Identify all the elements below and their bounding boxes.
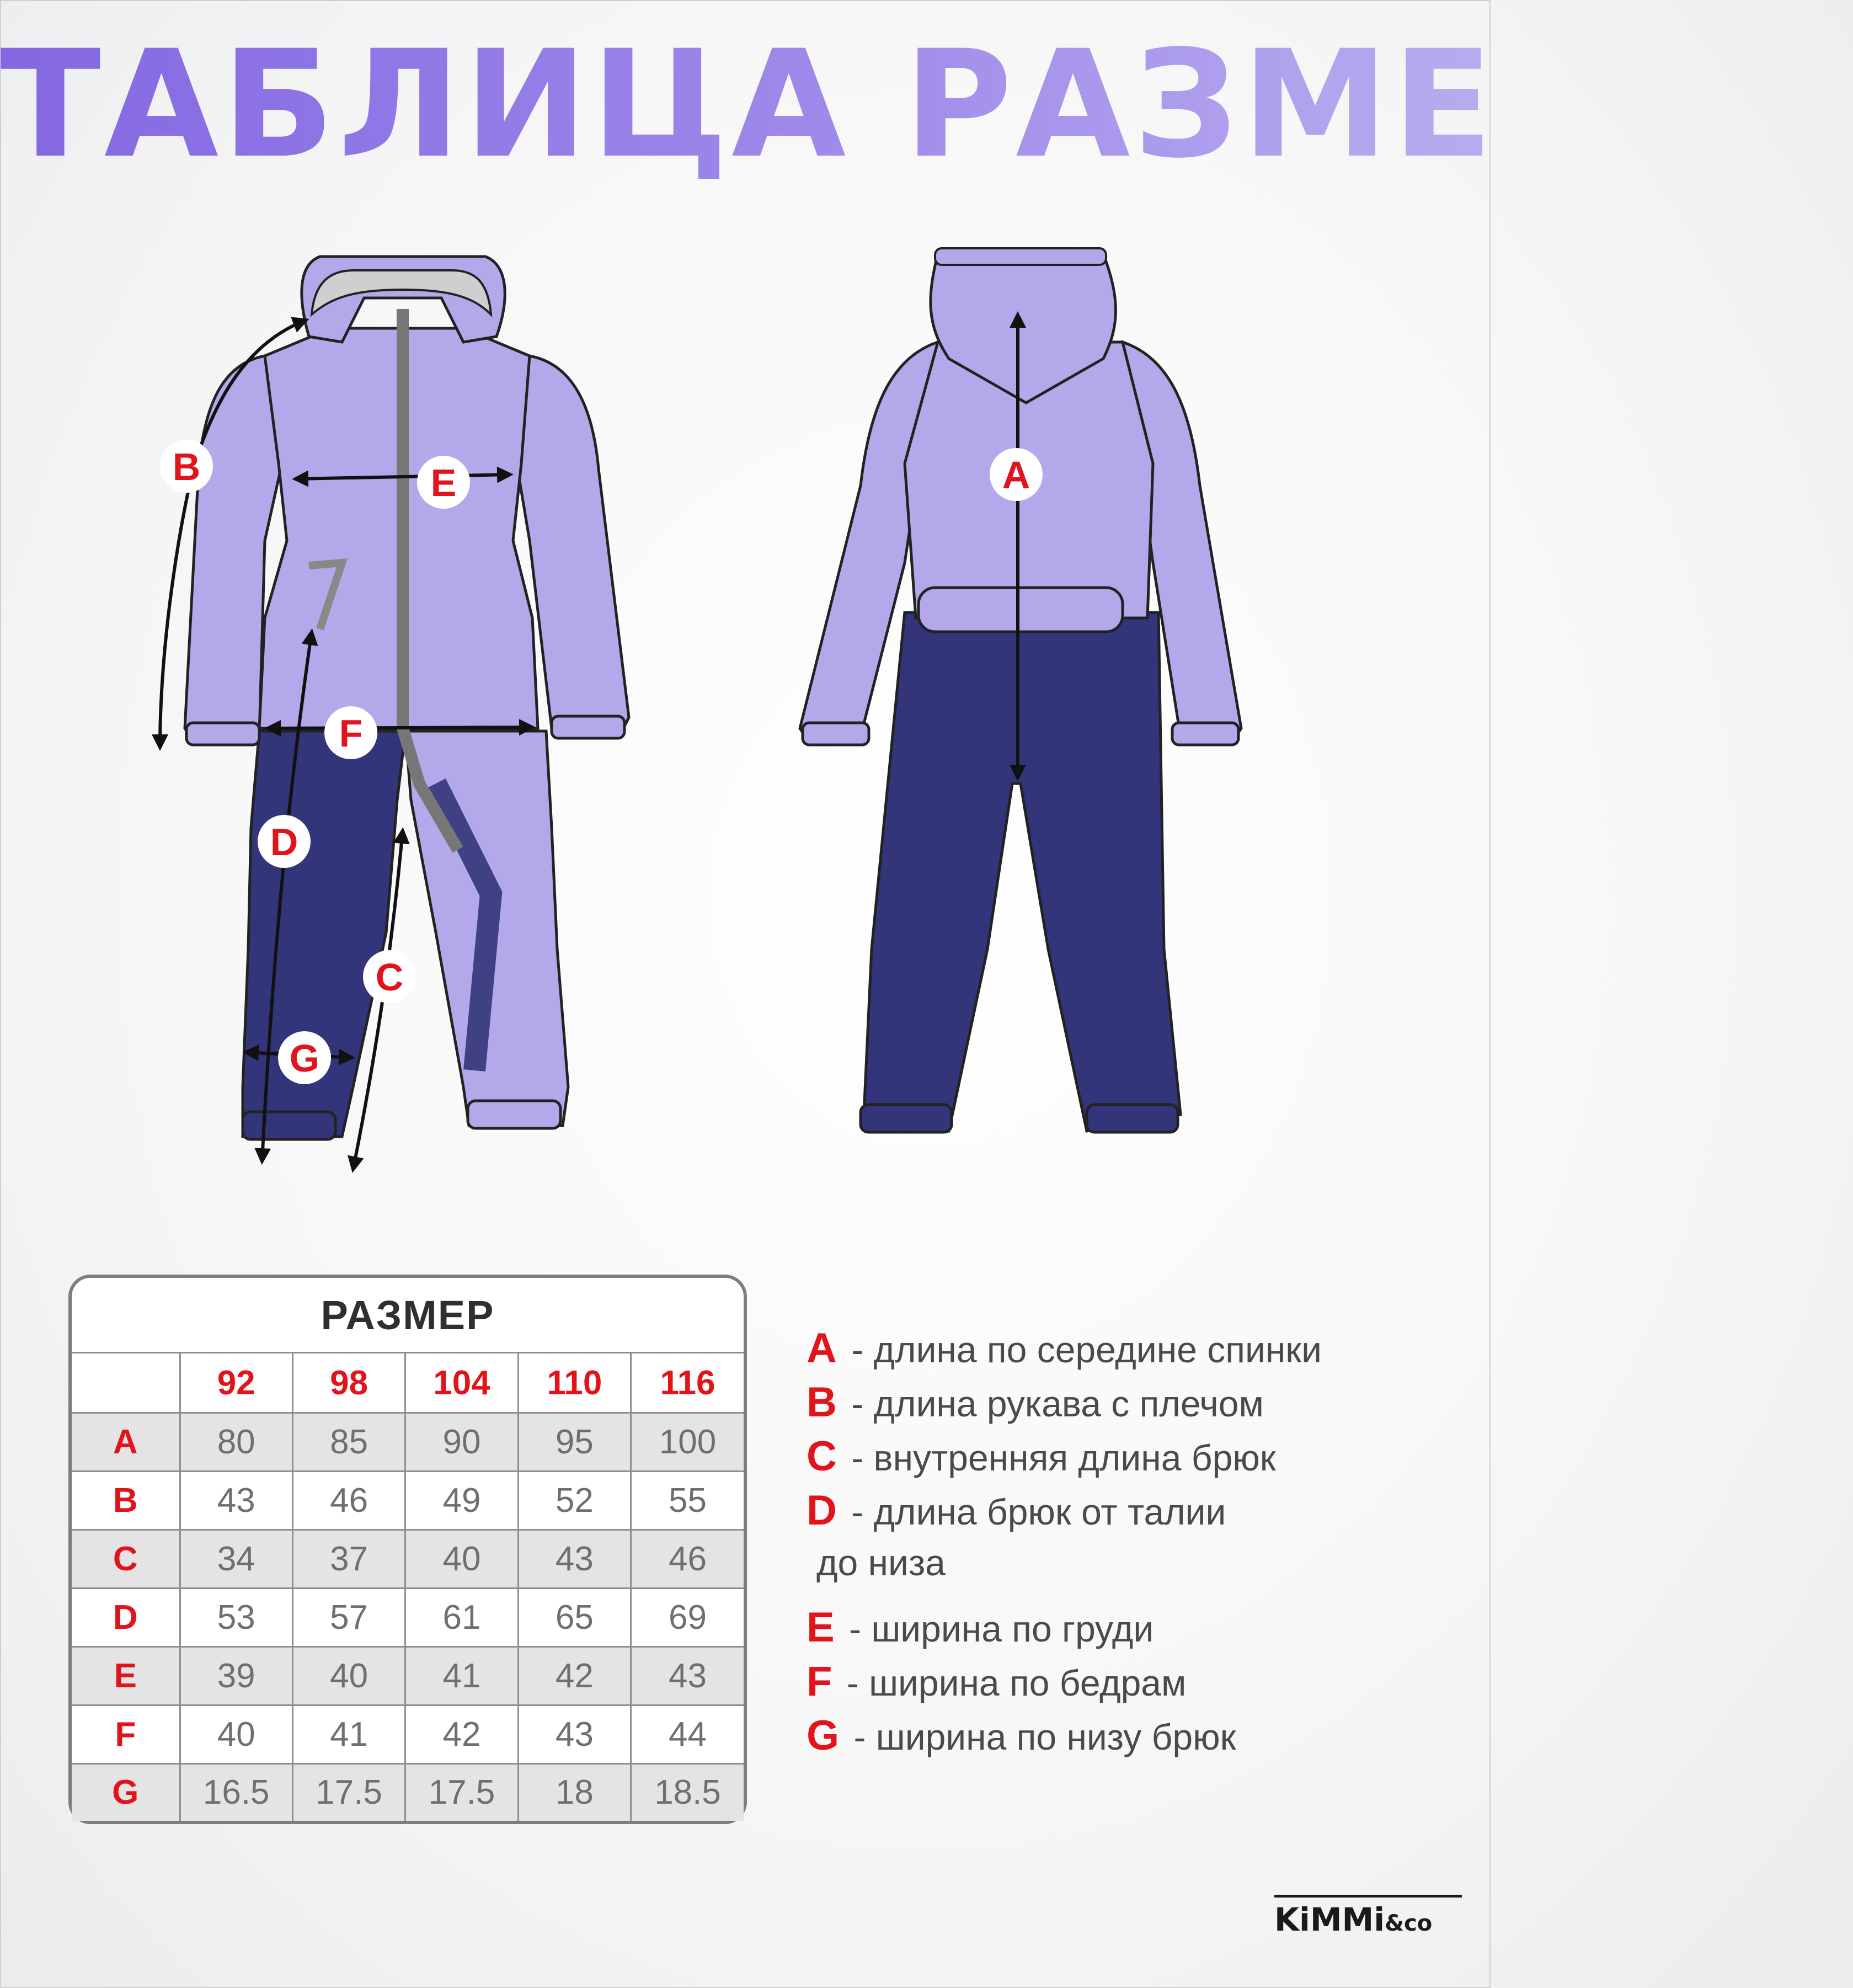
- table-cell: 52: [518, 1471, 631, 1529]
- legend-key: B: [807, 1379, 837, 1426]
- legend-text: - ширина по груди: [839, 1608, 1154, 1649]
- marker-d: [258, 815, 311, 868]
- size-col-104: 104: [405, 1353, 518, 1413]
- brand-logo: [1274, 1895, 1462, 1938]
- table-cell: 40: [292, 1646, 405, 1705]
- page-title: ТАБЛИЦА РАЗМЕРОВ: [0, 19, 1853, 191]
- table-cell: 80: [180, 1413, 292, 1472]
- marker-a: [990, 448, 1043, 501]
- table-cell: 49: [405, 1471, 518, 1529]
- table-cell: 42: [405, 1705, 518, 1763]
- table-cell: 41: [405, 1646, 518, 1705]
- table-cell: 43: [518, 1529, 631, 1588]
- brand-logo-suffix: &co: [1385, 1911, 1433, 1936]
- front-right-cuff: [468, 1101, 560, 1128]
- table-cell: 85: [292, 1413, 405, 1472]
- table-row-c: [72, 1529, 744, 1588]
- legend-key: F: [807, 1658, 832, 1705]
- back-waistband: [919, 588, 1123, 632]
- table-cell: 100: [631, 1413, 744, 1472]
- table-cell: 44: [631, 1705, 744, 1763]
- row-key: E: [72, 1646, 180, 1705]
- table-cell: 39: [180, 1646, 292, 1705]
- table-cell: 34: [180, 1529, 292, 1588]
- table-row-d: [72, 1588, 744, 1646]
- legend-text: - длина по середине спинки: [841, 1329, 1322, 1370]
- size-table-header: РАЗМЕР: [72, 1278, 744, 1353]
- size-table-grid: [72, 1278, 744, 1821]
- garment-illustrations: [0, 232, 1491, 1203]
- legend-item-e: [807, 1603, 1154, 1651]
- marker-f: [324, 706, 377, 759]
- row-key: A: [72, 1413, 180, 1472]
- table-cell: 18: [518, 1763, 631, 1821]
- table-cell: 53: [180, 1588, 292, 1646]
- marker-b: [160, 440, 213, 493]
- legend-item-c: [807, 1432, 1276, 1480]
- size-table: [68, 1275, 747, 1824]
- row-key: B: [72, 1471, 180, 1529]
- back-legs: [863, 612, 1181, 1131]
- table-cell: 16.5: [180, 1763, 292, 1821]
- legend-text: - длина брюк от талии: [841, 1491, 1226, 1532]
- row-key: F: [72, 1705, 180, 1763]
- legend-item-a: [807, 1324, 1322, 1372]
- legend-text: - ширина по низу брюк: [843, 1717, 1236, 1757]
- table-cell: 17.5: [405, 1763, 518, 1821]
- front-view: [160, 257, 629, 1170]
- svg-text:F: F: [339, 712, 363, 755]
- size-col-110: 110: [518, 1353, 631, 1413]
- table-cell: 61: [405, 1588, 518, 1646]
- legend-text: до низа: [816, 1542, 946, 1583]
- table-cell: 37: [292, 1529, 405, 1588]
- row-key: G: [72, 1763, 180, 1821]
- table-cell: 43: [518, 1705, 631, 1763]
- row-key: D: [72, 1588, 180, 1646]
- svg-text:D: D: [270, 820, 298, 864]
- legend-key: G: [807, 1712, 840, 1759]
- legend-key: E: [807, 1604, 835, 1651]
- legend-key: D: [807, 1487, 837, 1534]
- table-cell: 57: [292, 1588, 405, 1646]
- legend-text: - длина рукава с плечом: [841, 1383, 1264, 1424]
- table-cell: 17.5: [292, 1763, 405, 1821]
- table-cell: 43: [631, 1646, 744, 1705]
- table-cell: 41: [292, 1705, 405, 1763]
- marker-c: [363, 950, 416, 1003]
- table-cell: 42: [518, 1646, 631, 1705]
- size-col-98: 98: [292, 1353, 405, 1413]
- svg-text:B: B: [172, 445, 201, 488]
- legend-item-f: [807, 1657, 1186, 1705]
- marker-g: [278, 1031, 331, 1084]
- legend-text: - внутренняя длина брюк: [841, 1437, 1276, 1478]
- table-cell: 69: [631, 1588, 744, 1646]
- size-col-116: 116: [631, 1353, 744, 1413]
- row-key: C: [72, 1529, 180, 1588]
- table-cell: 95: [518, 1413, 631, 1472]
- table-cell: 43: [180, 1471, 292, 1529]
- table-cell: 90: [405, 1413, 518, 1472]
- table-row-g: [72, 1763, 744, 1821]
- table-row-a: [72, 1413, 744, 1472]
- table-cell: 40: [180, 1705, 292, 1763]
- table-cell: 65: [518, 1588, 631, 1646]
- table-row-f: [72, 1705, 744, 1763]
- legend-item-g: [807, 1712, 1236, 1760]
- table-row-e: [72, 1646, 744, 1705]
- svg-text:C: C: [375, 956, 404, 999]
- table-cell: 40: [405, 1529, 518, 1588]
- svg-text:E: E: [430, 461, 457, 504]
- table-cell: 18.5: [631, 1763, 744, 1821]
- brand-logo-main: KiMMi: [1274, 1901, 1385, 1938]
- size-table-corner: [72, 1353, 180, 1413]
- svg-text:A: A: [1002, 454, 1030, 497]
- legend-item-b: [807, 1378, 1264, 1426]
- legend-key: A: [807, 1325, 837, 1372]
- size-col-92: 92: [180, 1353, 292, 1413]
- table-row-b: [72, 1471, 744, 1529]
- table-cell: 46: [292, 1471, 405, 1529]
- front-left-cuff: [243, 1112, 335, 1139]
- legend-item-d-continued: [816, 1542, 946, 1584]
- svg-text:G: G: [289, 1037, 320, 1080]
- legend-key: C: [807, 1433, 837, 1480]
- legend-text: - ширина по бедрам: [836, 1662, 1187, 1703]
- back-view: [800, 248, 1241, 1132]
- table-cell: 55: [631, 1471, 744, 1529]
- table-cell: 46: [631, 1529, 744, 1588]
- marker-e: [417, 456, 470, 509]
- legend-item-d: [807, 1486, 1226, 1534]
